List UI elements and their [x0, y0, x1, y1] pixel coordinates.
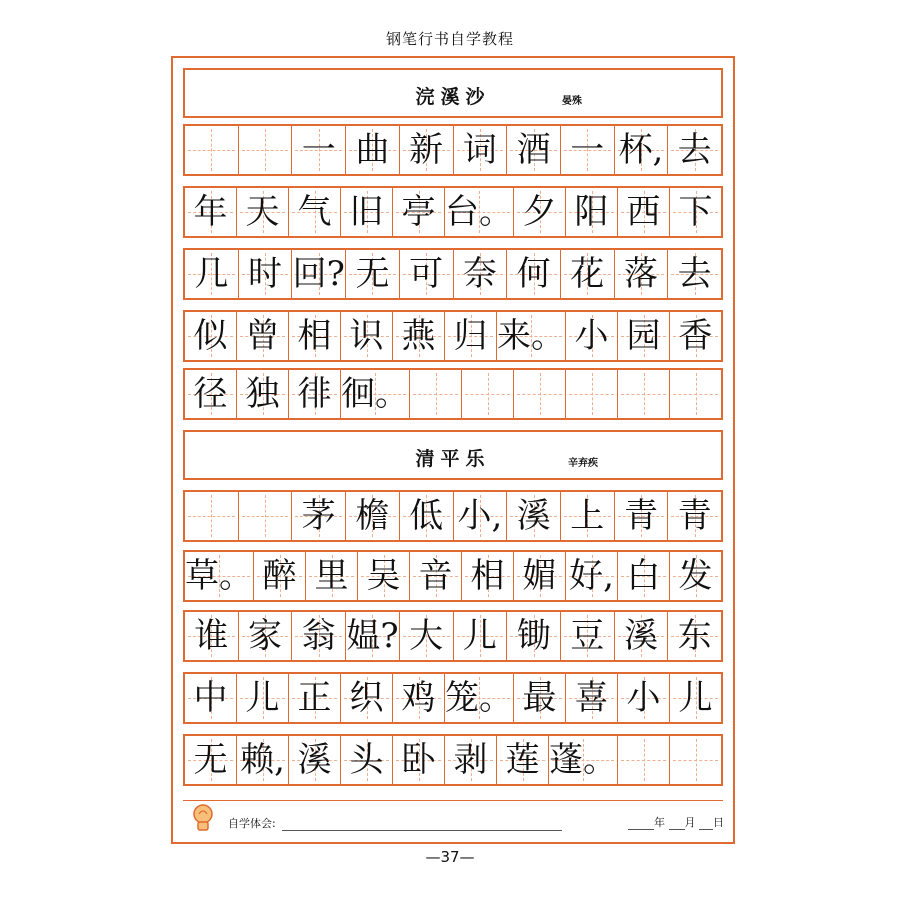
practice-cell	[239, 492, 293, 540]
practice-row	[183, 550, 723, 602]
calligraphy-char: 媪?	[346, 616, 399, 656]
day-label: 日	[713, 816, 724, 829]
practice-cell	[289, 674, 341, 722]
calligraphy-char: 酒	[516, 130, 551, 170]
practice-row	[183, 490, 723, 542]
calligraphy-char: 独	[245, 374, 280, 414]
practice-cell	[400, 250, 454, 298]
calligraphy-char: 杯,	[618, 130, 664, 170]
calligraphy-char: 时	[248, 254, 283, 294]
calligraphy-char: 笼。	[445, 678, 513, 718]
calligraphy-char: 中	[193, 678, 228, 718]
practice-cell	[618, 736, 670, 784]
practice-cell	[393, 312, 445, 360]
calligraphy-char: 何	[516, 254, 551, 294]
practice-cell	[561, 126, 615, 174]
calligraphy-char: 儿	[462, 616, 497, 656]
practice-cell	[514, 674, 566, 722]
practice-cell	[292, 126, 346, 174]
practice-cell	[346, 250, 400, 298]
calligraphy-char: 一	[570, 130, 605, 170]
calligraphy-char: 无	[355, 254, 390, 294]
practice-cell	[668, 492, 721, 540]
calligraphy-char: 草。	[185, 556, 253, 596]
calligraphy-char: 里	[314, 556, 349, 596]
practice-cell	[566, 188, 618, 236]
calligraphy-char: 徊。	[341, 374, 409, 414]
calligraphy-char: 识	[349, 316, 384, 356]
practice-cell	[618, 674, 670, 722]
calligraphy-char: 莲	[505, 740, 540, 780]
practice-cell	[185, 674, 237, 722]
practice-row	[183, 610, 723, 662]
practice-cell	[566, 370, 618, 418]
practice-cell	[185, 126, 239, 174]
practice-cell	[237, 370, 289, 418]
practice-row	[183, 248, 723, 300]
practice-cell	[618, 312, 670, 360]
year-label: 年	[654, 816, 665, 829]
poem-author: 辛弃疾	[568, 458, 598, 469]
calligraphy-char: 青	[677, 496, 712, 536]
practice-cell	[668, 126, 721, 174]
calligraphy-char: 曲	[355, 130, 390, 170]
practice-cell	[289, 736, 341, 784]
practice-cell	[670, 312, 721, 360]
note-line[interactable]	[282, 820, 562, 831]
calligraphy-char: 儿	[245, 678, 280, 718]
practice-cell	[566, 312, 618, 360]
practice-cell	[615, 126, 669, 174]
calligraphy-char: 似	[193, 316, 228, 356]
practice-cell	[497, 736, 549, 784]
calligraphy-char: 小	[574, 316, 609, 356]
calligraphy-char: 新	[409, 130, 444, 170]
calligraphy-char: 旧	[349, 192, 384, 232]
practice-cell	[306, 552, 358, 600]
practice-cell	[618, 552, 670, 600]
practice-cell	[454, 126, 508, 174]
calligraphy-char: 西	[626, 192, 661, 232]
calligraphy-char: 徘	[297, 374, 332, 414]
practice-cell	[346, 492, 400, 540]
calligraphy-char: 家	[248, 616, 283, 656]
self-study-note	[228, 815, 562, 831]
practice-cell	[292, 612, 346, 660]
practice-cell	[507, 612, 561, 660]
practice-cell	[507, 250, 561, 298]
calligraphy-char: 几	[194, 254, 229, 294]
practice-cell	[237, 674, 289, 722]
calligraphy-char: 一	[301, 130, 336, 170]
calligraphy-char: 去	[677, 254, 712, 294]
practice-cell	[566, 674, 618, 722]
practice-cell	[454, 612, 508, 660]
practice-cell	[445, 312, 497, 360]
practice-row	[183, 124, 723, 176]
poem-title: 清平乐	[415, 448, 491, 470]
calligraphy-char: 溪	[297, 740, 332, 780]
practice-cell	[185, 188, 237, 236]
practice-cell	[670, 736, 721, 784]
practice-cell	[454, 492, 508, 540]
calligraphy-char: 喜	[574, 678, 609, 718]
practice-cell	[185, 736, 237, 784]
practice-cell	[618, 188, 670, 236]
practice-row	[183, 672, 723, 724]
practice-cell	[185, 370, 237, 418]
calligraphy-char: 香	[678, 316, 713, 356]
calligraphy-char: 溪	[516, 496, 551, 536]
calligraphy-char: 夕	[522, 192, 557, 232]
calligraphy-char: 去	[677, 130, 712, 170]
calligraphy-char: 发	[678, 556, 713, 596]
practice-cell	[400, 492, 454, 540]
practice-cell	[445, 736, 497, 784]
practice-cell	[358, 552, 410, 600]
practice-cell	[507, 492, 561, 540]
calligraphy-char: 园	[626, 316, 661, 356]
practice-cell	[341, 188, 393, 236]
calligraphy-char: 谁	[194, 616, 229, 656]
poem-title-box	[183, 68, 723, 118]
calligraphy-char: 花	[570, 254, 605, 294]
practice-cell	[289, 188, 341, 236]
year-blank[interactable]	[628, 819, 654, 830]
calligraphy-char: 小,	[457, 496, 503, 536]
calligraphy-char: 无	[193, 740, 228, 780]
practice-cell	[341, 312, 393, 360]
practice-cell	[239, 250, 293, 298]
practice-cell	[615, 250, 669, 298]
practice-cell	[346, 612, 400, 660]
month-label: 月	[684, 816, 696, 829]
practice-cell	[237, 736, 289, 784]
calligraphy-char: 大	[409, 616, 444, 656]
calligraphy-char: 头	[349, 740, 384, 780]
practice-cell	[615, 492, 669, 540]
practice-cell	[445, 188, 514, 236]
practice-cell	[507, 126, 561, 174]
calligraphy-char: 低	[409, 496, 444, 536]
practice-cell	[400, 612, 454, 660]
practice-cell	[185, 612, 239, 660]
calligraphy-char: 天	[245, 192, 280, 232]
practice-cell	[670, 188, 721, 236]
calligraphy-char: 亭	[401, 192, 436, 232]
practice-cell	[462, 552, 514, 600]
calligraphy-char: 卧	[401, 740, 436, 780]
practice-cell	[566, 552, 618, 600]
calligraphy-char: 赖,	[240, 740, 285, 780]
practice-cell	[289, 312, 341, 360]
practice-cell	[254, 552, 306, 600]
calligraphy-char: 词	[462, 130, 497, 170]
poem-title: 浣溪沙	[415, 86, 491, 108]
practice-cell	[341, 674, 393, 722]
practice-cell	[668, 612, 721, 660]
practice-cell	[670, 552, 721, 600]
practice-cell	[292, 492, 346, 540]
calligraphy-char: 青	[623, 496, 658, 536]
calligraphy-char: 东	[677, 616, 712, 656]
poem-author: 晏殊	[562, 96, 582, 107]
practice-cell	[393, 736, 445, 784]
calligraphy-char: 茅	[301, 496, 336, 536]
calligraphy-char: 媚	[522, 556, 557, 596]
practice-cell	[289, 370, 341, 418]
practice-row	[183, 310, 723, 362]
practice-cell	[445, 674, 514, 722]
lamp-icon	[190, 803, 216, 833]
calligraphy-char: 音	[418, 556, 453, 596]
practice-cell	[615, 612, 669, 660]
practice-cell	[668, 250, 721, 298]
date-field	[628, 814, 724, 830]
practice-cell	[514, 370, 566, 418]
calligraphy-char: 溪	[623, 616, 658, 656]
practice-row	[183, 734, 723, 786]
practice-cell	[341, 370, 410, 418]
calligraphy-char: 翁	[301, 616, 336, 656]
calligraphy-char: 曾	[245, 316, 280, 356]
calligraphy-char: 白	[626, 556, 661, 596]
calligraphy-char: 剥	[453, 740, 488, 780]
calligraphy-char: 锄	[516, 616, 551, 656]
calligraphy-char: 相	[470, 556, 505, 596]
practice-cell	[497, 312, 566, 360]
calligraphy-char: 归	[453, 316, 488, 356]
practice-row	[183, 368, 723, 420]
calligraphy-char: 可	[409, 254, 444, 294]
poem-title-box	[183, 430, 723, 480]
day-blank[interactable]	[699, 819, 713, 830]
practice-cell	[185, 552, 254, 600]
practice-cell	[185, 492, 239, 540]
calligraphy-char: 正	[297, 678, 332, 718]
practice-cell	[341, 736, 393, 784]
page-number: —37—	[425, 848, 475, 866]
calligraphy-char: 气	[297, 192, 332, 232]
footer-divider	[183, 800, 723, 801]
calligraphy-char: 吴	[366, 556, 401, 596]
calligraphy-char: 来。	[497, 316, 565, 356]
practice-cell	[237, 188, 289, 236]
practice-cell	[239, 126, 293, 174]
practice-cell	[561, 612, 615, 660]
calligraphy-char: 回?	[292, 254, 345, 294]
practice-cell	[670, 370, 721, 418]
book-title: 钢笔行书自学教程	[385, 30, 514, 48]
calligraphy-char: 豆	[570, 616, 605, 656]
calligraphy-char: 落	[623, 254, 658, 294]
calligraphy-char: 下	[678, 192, 713, 232]
calligraphy-char: 最	[522, 678, 557, 718]
practice-cell	[185, 250, 239, 298]
calligraphy-char: 好,	[569, 556, 614, 596]
calligraphy-char: 儿	[678, 678, 713, 718]
calligraphy-char: 鸡	[401, 678, 436, 718]
practice-cell	[454, 250, 508, 298]
practice-cell	[462, 370, 514, 418]
calligraphy-char: 径	[193, 374, 228, 414]
practice-cell	[237, 312, 289, 360]
calligraphy-char: 上	[570, 496, 605, 536]
calligraphy-char: 蓬。	[549, 740, 617, 780]
calligraphy-char: 醉	[262, 556, 297, 596]
practice-row	[183, 186, 723, 238]
practice-cell	[561, 492, 615, 540]
calligraphy-char: 奈	[462, 254, 497, 294]
practice-cell	[514, 552, 566, 600]
month-blank[interactable]	[669, 819, 685, 830]
practice-cell	[292, 250, 346, 298]
practice-cell	[346, 126, 400, 174]
practice-cell	[393, 674, 445, 722]
calligraphy-char: 阳	[574, 192, 609, 232]
calligraphy-char: 相	[297, 316, 332, 356]
practice-cell	[410, 552, 462, 600]
practice-cell	[549, 736, 618, 784]
calligraphy-char: 年	[193, 192, 228, 232]
practice-cell	[618, 370, 670, 418]
calligraphy-char: 燕	[401, 316, 436, 356]
practice-cell	[410, 370, 462, 418]
self-study-label: 自学体会:	[228, 817, 276, 830]
practice-cell	[561, 250, 615, 298]
practice-cell	[670, 674, 721, 722]
calligraphy-char: 织	[349, 678, 384, 718]
practice-cell	[514, 188, 566, 236]
practice-cell	[239, 612, 293, 660]
calligraphy-char: 台。	[445, 192, 513, 232]
practice-cell	[400, 126, 454, 174]
practice-cell	[393, 188, 445, 236]
practice-cell	[185, 312, 237, 360]
calligraphy-char: 檐	[355, 496, 390, 536]
calligraphy-char: 小	[626, 678, 661, 718]
